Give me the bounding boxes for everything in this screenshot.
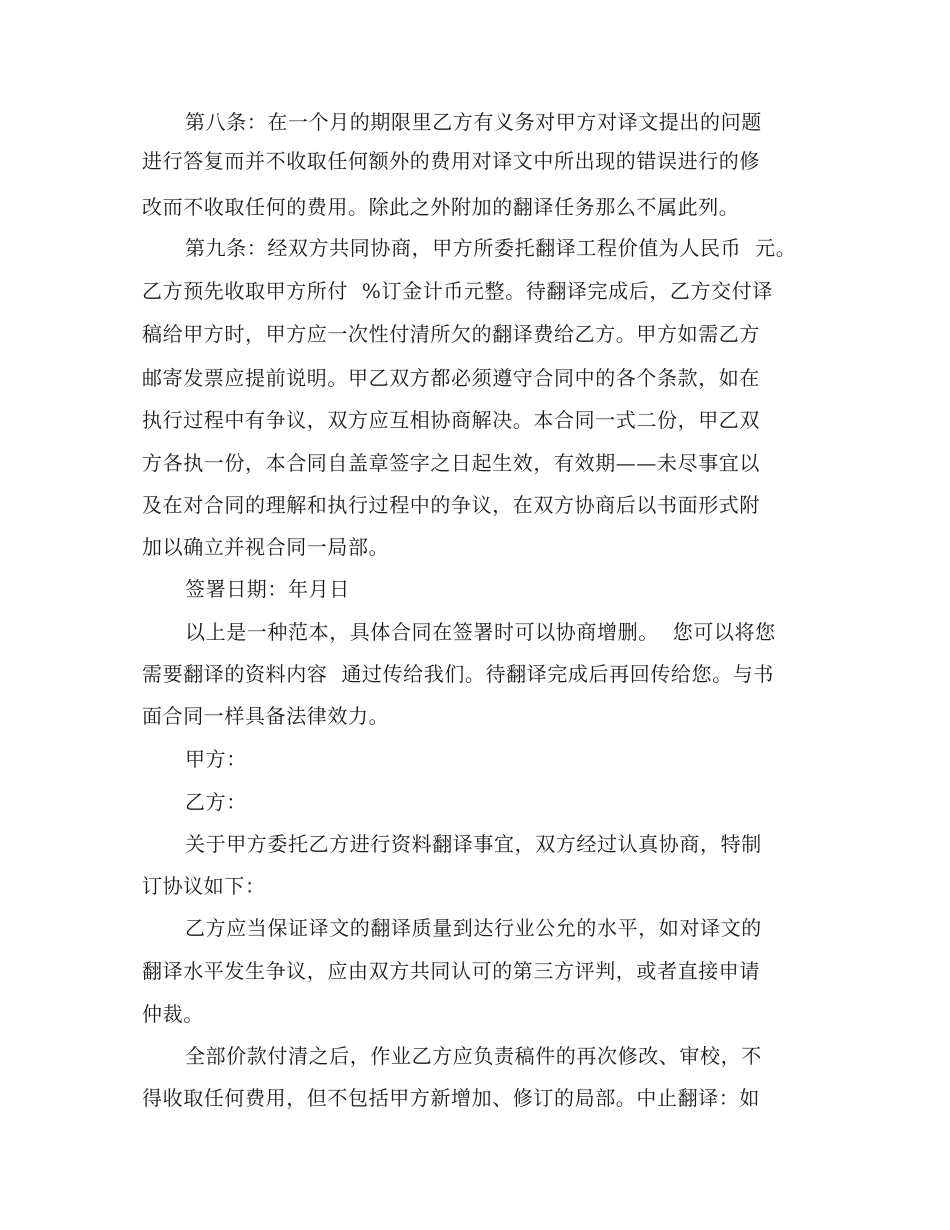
party-b-label: 乙方：: [185, 790, 247, 814]
text-line: 得收取任何费用，但不包括甲方新增加、修订的局部。中止翻译：如: [142, 1086, 760, 1110]
text-line: 需要翻译的资料内容 通过传给我们。待翻译完成后再回传给您。与书: [142, 662, 774, 686]
text-line: 订协议如下：: [142, 874, 266, 898]
text-line: 进行答复而并不收取任何额外的费用对译文中所出现的错误进行的修: [142, 149, 760, 173]
text-line: 面合同一样具备法律效力。: [142, 704, 390, 728]
text-line: 仲裁。: [142, 1002, 204, 1026]
text-line: 及在对合同的理解和执行过程中的争议，在双方协商后以书面形式附: [142, 493, 760, 517]
text-line: 稿给甲方时，甲方应一次性付清所欠的翻译费给乙方。甲方如需乙方: [142, 322, 760, 346]
text-line: 以上是一种范本，具体合同在签署时可以协商增删。 您可以将您: [185, 620, 776, 644]
text-line: 第九条：经双方共同协商，甲方所委托翻译工程价值为人民币 元。: [185, 236, 797, 260]
text-line: 乙方应当保证译文的翻译质量到达行业公允的水平，如对译文的: [185, 916, 762, 940]
text-line: 关于甲方委托乙方进行资料翻译事宜，双方经过认真协商，特制: [185, 832, 762, 856]
text-line: 加以确立并视合同一局部。: [142, 535, 390, 559]
party-a-label: 甲方：: [185, 747, 247, 771]
text-line: 第八条：在一个月的期限里乙方有义务对甲方对译文提出的问题: [185, 110, 762, 134]
text-line: 全部价款付清之后，作业乙方应负责稿件的再次修改、审校，不: [185, 1044, 762, 1068]
text-line: 改而不收取任何的费用。除此之外附加的翻译任务那么不属此列。: [142, 195, 740, 219]
text-line: 乙方预先收取甲方所付 %订金计币元整。待翻译完成后，乙方交付译: [142, 279, 773, 303]
text-line: 执行过程中有争议，双方应互相协商解决。本合同一式二份，甲乙双: [142, 408, 760, 432]
text-line: 方各执一份，本合同自盖章签字之日起生效，有效期——未尽事宜以: [142, 451, 760, 475]
signing-date: 签署日期：年月日: [185, 577, 350, 601]
text-line: 翻译水平发生争议，应由双方共同认可的第三方评判，或者直接申请: [142, 959, 760, 983]
text-line: 邮寄发票应提前说明。甲乙双方都必须遵守合同中的各个条款，如在: [142, 366, 760, 390]
